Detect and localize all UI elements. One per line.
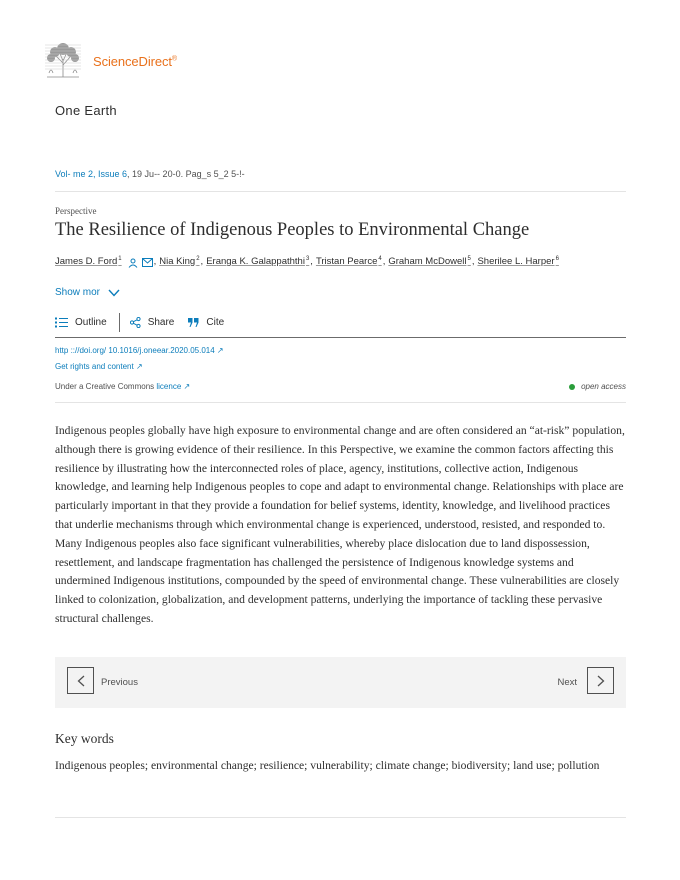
share-button[interactable] — [130, 317, 175, 328]
divider — [55, 402, 626, 403]
previous-label[interactable]: Previous — [101, 677, 138, 688]
author-link[interactable]: Sherilee L. Harper$^6$ — [477, 256, 559, 268]
issue-link[interactable]: Vol- me 2, Issue 6 — [55, 169, 128, 179]
toolbar-divider-line — [55, 337, 626, 338]
quote-icon — [188, 318, 199, 327]
person-icon[interactable] — [128, 258, 138, 268]
issue-info — [55, 169, 245, 179]
elsevier-tree-icon — [43, 43, 83, 79]
divider — [55, 817, 626, 818]
license-prefix: Under a Creative Commons — [55, 382, 157, 391]
author-link[interactable]: James D. Ford$^1$ — [55, 256, 122, 268]
issue-details: , 19 Ju-- 20-0. Pag_s 5_2 5-!- — [127, 169, 245, 179]
keywords-list: Indigenous peoples; environmental change; resilience; vulnerability; climate change; biodiversity; land use; pollution — [55, 759, 600, 772]
author-link[interactable]: Eranga K. Galappaththi$^3$ — [206, 256, 310, 268]
brand-name: ScienceDirect® — [93, 53, 177, 69]
doi-link[interactable]: http :://doi.org/ 10.1016/j.oneear.2020.05.014 ↗ — [55, 346, 224, 355]
open-access-label: open access — [581, 382, 626, 391]
next-button[interactable] — [587, 667, 614, 694]
share-icon — [130, 317, 141, 328]
toolbar-divider — [119, 313, 120, 332]
cite-button[interactable] — [188, 317, 224, 328]
envelope-icon[interactable] — [142, 258, 153, 267]
outline-button[interactable] — [55, 317, 107, 328]
article-pager — [55, 657, 626, 708]
divider — [55, 191, 626, 192]
article-toolbar — [55, 312, 224, 332]
previous-button[interactable] — [67, 667, 94, 694]
chevron-right-icon — [597, 675, 605, 687]
outline-label: Outline — [75, 316, 107, 328]
article-type: Perspective — [55, 206, 97, 216]
journal-title[interactable]: One Earth — [55, 103, 117, 118]
article-title: The Resilience of Indigenous Peoples to Environmental Change — [55, 220, 530, 240]
license-line — [55, 382, 190, 391]
cite-label: Cite — [206, 316, 225, 328]
chevron-left-icon — [77, 675, 85, 687]
keywords-heading: Key words — [55, 731, 114, 746]
abstract-text: Indigenous peoples globally have high exposure to environmental change and are often considered an “at-risk” population, although there is growing evidence of their resilience. In this Perspective, we examine the common factors affecting this resilience by illustrating how the interconnected roles of place, agency, institutions, collective action, Indigenous knowledge, and learning help Indigenous peoples to cope and adapt to environmental change. Relationships with place are particularly important in that they provide a foundation for belief systems, identity, knowledge, and livelihood practices that underlie mechanisms through which environmental change is experienced, understood, resisted, and responded to. Many Indigenous peoples also face significant vulnerabilities, whereby place dislocation due to land dispossession, resettlement, and landscape fragmentation has challenged the persistence of Indigenous knowledge systems and undermined Indigenous institutions, compounded by the speed of environmental change. These vulnerabilities are closely linked to colonization, globalization, and development patterns, underlying the importance of tackling these pervasive structural challenges. — [55, 424, 625, 625]
list-icon — [55, 317, 68, 328]
author-link[interactable]: Graham McDowell$^5$ — [388, 256, 471, 268]
author-list: James D. Ford$^1$ , Nia King$^2$ , Eranga K. Galappaththi$^3$ , Tristan Pearce$^4$ , Graham McDowell$^5$ , Sherilee L. Harper$^6$ — [55, 256, 559, 268]
share-label: Share — [147, 316, 175, 328]
show-more-button[interactable] — [55, 287, 120, 298]
license-link[interactable]: licence ↗ — [156, 382, 191, 391]
next-label[interactable]: Next — [557, 677, 577, 688]
author-link[interactable]: Tristan Pearce$^4$ — [315, 256, 382, 268]
open-access-icon — [569, 384, 575, 390]
show-more-label: Show mor — [55, 287, 101, 298]
open-access-badge — [569, 382, 626, 391]
rights-link[interactable]: Get rights and content ↗ — [55, 362, 143, 371]
chevron-down-icon — [108, 289, 120, 297]
sciencedirect-logo[interactable] — [43, 43, 177, 79]
author-link[interactable]: Nia King$^2$ — [159, 256, 200, 268]
